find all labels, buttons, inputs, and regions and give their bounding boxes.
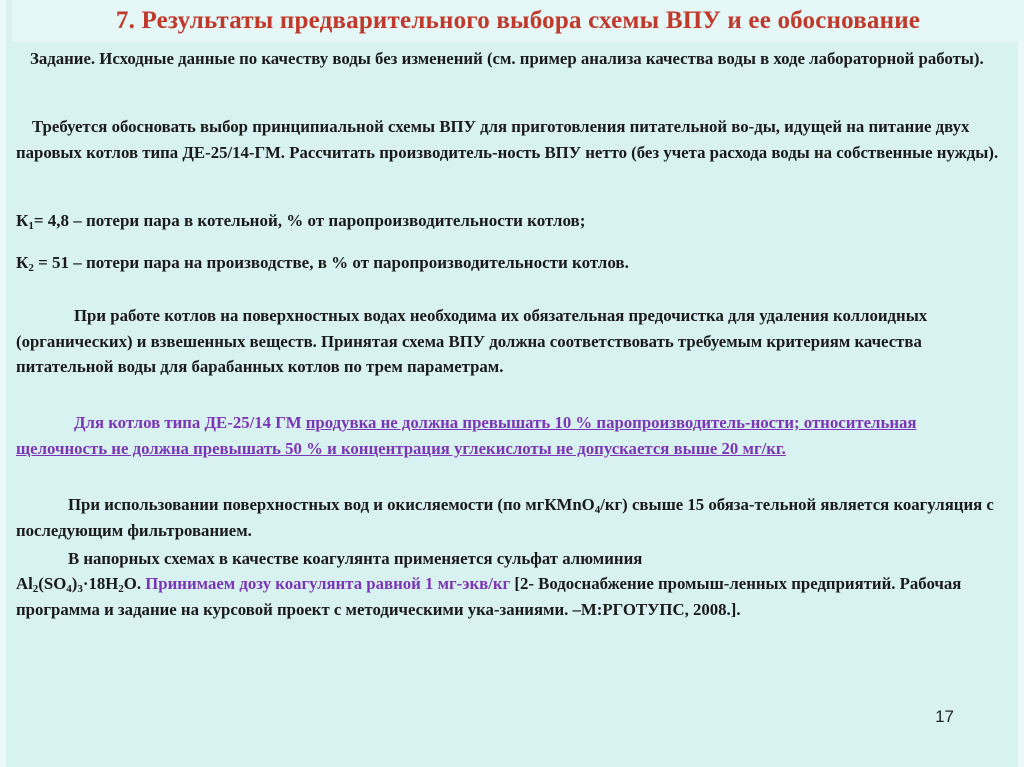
page-number: 17 <box>935 707 954 726</box>
k2-index: 2 <box>28 262 34 274</box>
coagulation-paragraph <box>16 492 1008 543</box>
coagulation-before: При использовании поверхностных вод и окисляемости (по мгКMnO <box>68 495 595 514</box>
formula-sub: 4 <box>66 583 72 595</box>
k2-line <box>16 250 1008 276</box>
criteria-lead: Для котлов типа ДЕ-25/14 ГМ <box>74 413 306 432</box>
coagulation-sub: 4 <box>594 504 601 516</box>
coagulant-intro: В напорных схемах в качестве коагулянта применяется сульфат алюминия <box>68 549 643 568</box>
criteria-underlined: продувка не должна превышать 10 % паропроизводитель-ности; относительная щелочность не должна превышать 50 % и концентрация углекислоты не допускается выше 20 мг/кг. <box>16 413 917 458</box>
formula-part: O. <box>123 574 146 593</box>
formula-sub: 2 <box>118 583 124 595</box>
coagulant-dose: Принимаем дозу коагулянта равной 1 мг-экв/кг <box>145 574 511 593</box>
formula-part: ) <box>71 574 78 593</box>
k1-text: = 4,8 – потери пара в котельной, % от паропроизводительности котлов; <box>33 211 586 230</box>
pretreatment-paragraph: При работе котлов на поверхностных водах необходима их обязательная предочистка для удаления коллоидных (органических) и взвешенных веществ. Принятая схема ВПУ должна соответствовать требуемым критериям качества питательной воды для барабанных котлов по трем параметрам. <box>16 306 928 376</box>
coagulant-reference: [2- Водоснабжение промыш-ленных предприятий. Рабочая программа и задание на курсовой проект с методическими ука-заниями. –М:РГОТУПС, 2008.]. <box>16 574 962 619</box>
slide-title: 7. Результаты предварительного выбора схемы ВПУ и ее обоснование <box>12 0 1024 42</box>
k1-symbol: К <box>16 211 29 230</box>
k2-text: = 51 – потери пара на производстве, в % от паропроизводительности котлов. <box>33 253 629 272</box>
formula-al: Al <box>16 574 33 593</box>
k2-symbol: К <box>16 253 29 272</box>
formula-part: ·18H <box>82 574 119 593</box>
coagulation-after: /кг) свыше 15 обяза-тельной является коагуляция с последующим фильтрованием. <box>16 495 994 540</box>
criteria-paragraph <box>16 410 1008 461</box>
formula-sub: 3 <box>77 583 83 595</box>
coagulant-paragraph <box>16 571 1008 622</box>
k1-line <box>16 208 1008 234</box>
k1-index: 1 <box>28 220 34 232</box>
task-paragraph: Задание. Исходные данные по качеству воды без изменений (см. пример анализа качества воды в ходе лабораторной работы). <box>30 49 984 68</box>
formula-part: (SO <box>38 574 67 593</box>
requirement-paragraph: Требуется обосновать выбор принципиальной схемы ВПУ для приготовления питательной во-ды, идущей на питание двух паровых котлов типа ДЕ-25/14-ГМ. Рассчитать производитель-ность ВПУ нетто (без учета расхода воды на собственные нужды). <box>16 117 999 162</box>
formula-sub: 2 <box>32 583 39 595</box>
